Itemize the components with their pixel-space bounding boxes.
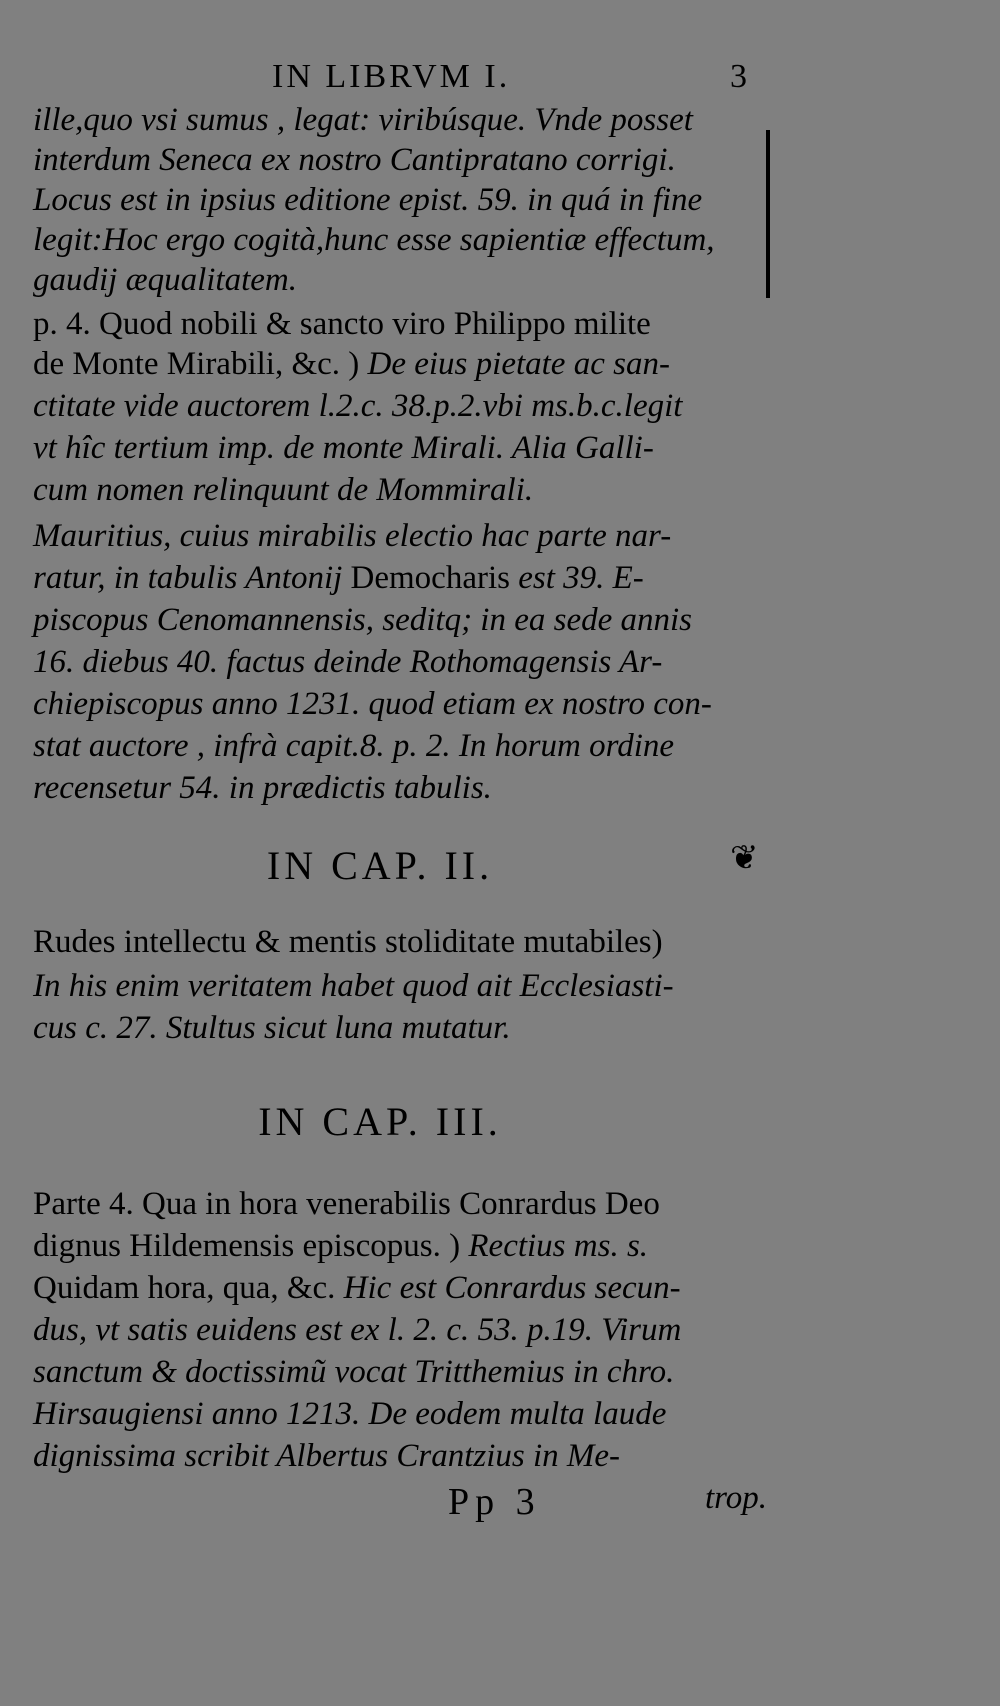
italic-text: est 39. E- <box>509 560 644 596</box>
italic-text: 16. diebus 40. factus deinde Rothomagensis Ar- <box>33 644 663 680</box>
page-number: 3 <box>730 58 747 95</box>
italic-text: vt hîc tertium imp. de monte Mirali. Alia Galli- <box>33 430 654 466</box>
roman-text: dignus Hildemensis episcopus. ) <box>33 1228 469 1264</box>
italic-text: dus, vt satis euidens est ex l. 2. c. 53. p.19. Virum <box>33 1312 682 1348</box>
text-line <box>33 1008 511 1048</box>
text-line: ille,quo vsi sumus , legat: viribúsque. Vnde posset <box>33 102 693 138</box>
italic-text: cum nomen relinquunt de Mommirali. <box>33 472 534 508</box>
text-line <box>33 516 671 556</box>
text-line <box>33 558 644 598</box>
italic-text: Mauritius, cuius mirabilis electio hac parte nar- <box>33 518 672 554</box>
roman-text: Democharis <box>350 560 510 596</box>
italic-text: ratur, in tabulis Antonij <box>33 560 351 596</box>
roman-text: p. 4. Quod nobili & sancto viro Philippo milite <box>33 306 651 342</box>
text-line: interdum Seneca ex nostro Cantipratano corrigi. <box>33 142 676 178</box>
italic-text: Hic est Conrardus secun- <box>343 1270 681 1306</box>
signature-mark: Pp 3 <box>448 1481 541 1523</box>
text-line <box>33 428 654 468</box>
italic-text: In his enim veritatem habet quod ait Ecclesiasti- <box>33 968 674 1004</box>
roman-text: Rudes intellectu & mentis stoliditate mutabiles) <box>33 924 663 960</box>
italic-text: Hirsaugiensi anno 1213. De eodem multa laude <box>33 1396 667 1432</box>
text-line <box>33 1394 666 1434</box>
italic-text: dignissima scribit Albertus Crantzius in Me- <box>33 1438 621 1474</box>
text-line <box>33 922 663 962</box>
running-head: IN LIBRVM I. <box>272 58 511 95</box>
italic-text: sanctum & doctissimũ vocat Tritthemius in chro. <box>33 1354 675 1390</box>
italic-text: chiepiscopus anno 1231. quod etiam ex nostro con- <box>33 686 712 722</box>
italic-text: cus c. 27. Stultus sicut luna mutatur. <box>33 1010 511 1046</box>
text-line <box>33 1184 660 1224</box>
text-line: legit:Hoc ergo cogità,hunc esse sapientiæ effectum, <box>33 222 715 258</box>
text-line <box>33 304 651 344</box>
italic-text: Rectius ms. s. <box>468 1228 649 1264</box>
text-line <box>33 1436 620 1476</box>
text-line: gaudij æqualitatem. <box>33 262 297 298</box>
italic-text: De eius pietate ac san- <box>367 346 670 382</box>
fleuron-icon: ❦ <box>730 838 759 878</box>
text-line <box>33 600 692 640</box>
text-line <box>33 642 662 682</box>
text-line <box>33 1352 674 1392</box>
text-line <box>33 344 670 384</box>
margin-bracket-mark <box>766 130 770 298</box>
catchword: trop. <box>705 1480 768 1516</box>
text-line <box>33 768 492 808</box>
text-line <box>33 684 712 724</box>
italic-text: recensetur 54. in prædictis tabulis. <box>33 770 492 806</box>
italic-text: ctitate vide auctorem l.2.c. 38.p.2.vbi ms.b.c.legit <box>33 388 683 424</box>
roman-text: Quidam hora, qua, &c. <box>33 1270 344 1306</box>
chapter-heading: IN CAP. III. <box>258 1099 502 1144</box>
italic-text: stat auctore , infrà capit.8. p. 2. In horum ordine <box>33 728 675 764</box>
italic-text: piscopus Cenomannensis, seditq; in ea sede annis <box>33 602 693 638</box>
chapter-heading: IN CAP. II. <box>266 843 494 888</box>
text-line <box>33 470 533 510</box>
text-line: Locus est in ipsius editione epist. 59. in quá in fine <box>33 182 703 218</box>
roman-text: Parte 4. Qua in hora venerabilis Conrardus Deo <box>33 1186 660 1222</box>
text-line <box>33 726 674 766</box>
text-line <box>33 1226 648 1266</box>
roman-text: de Monte Mirabili, &c. ) <box>33 346 368 382</box>
text-line <box>33 966 674 1006</box>
text-line <box>33 1268 681 1308</box>
text-line <box>33 386 682 426</box>
text-line <box>33 1310 681 1350</box>
